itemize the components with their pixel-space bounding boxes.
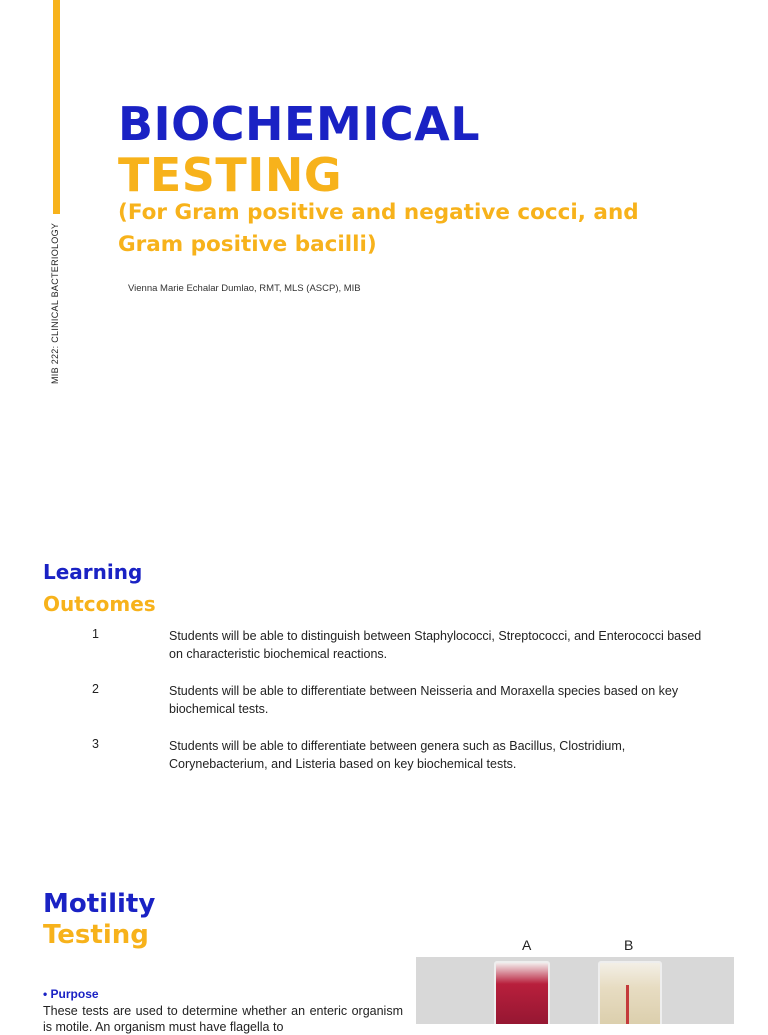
outcome-text: Students will be able to differentiate between Neisseria and Moraxella species based on key biochemical tests. (169, 684, 679, 716)
title-line-1: BIOCHEMICAL (118, 97, 481, 151)
image-label-a: A (522, 937, 532, 953)
purpose-heading: • Purpose (43, 987, 99, 1001)
tube-b (598, 961, 662, 1024)
motility-tubes-image (416, 957, 734, 1024)
outcome-text: Students will be able to distinguish between Staphylococci, Streptococci, and Enterococci based on characteristic biochemical reactions. (169, 629, 702, 661)
title-line-2: TESTING (118, 148, 343, 202)
course-label: MIB 222: CLINICAL BACTERIOLOGY (50, 222, 60, 384)
tube-a (494, 961, 550, 1024)
accent-bar (53, 0, 60, 214)
stab-line (626, 985, 629, 1024)
outcome-text: Students will be able to differentiate between genera such as Bacillus, Clostridium, Corynebacterium, and Listeria based on key biochemical tests. (169, 739, 626, 771)
learning-outcomes-heading-1: Learning (43, 560, 143, 584)
motility-heading-1: Motility (43, 889, 156, 919)
author: Vienna Marie Echalar Dumlao, RMT, MLS (ASCP), MIB (128, 283, 361, 294)
outcome-number: 2 (92, 682, 99, 696)
learning-outcomes-heading-2: Outcomes (43, 592, 156, 616)
outcome-number: 3 (92, 737, 99, 751)
subtitle: (For Gram positive and negative cocci, and Gram positive bacilli) (118, 200, 639, 257)
outcome-number: 1 (92, 627, 99, 641)
motility-heading-2: Testing (43, 920, 149, 950)
purpose-text: These tests are used to determine whether an enteric organism is motile. An organism must have flagella to (43, 1004, 403, 1034)
image-label-b: B (624, 937, 634, 953)
